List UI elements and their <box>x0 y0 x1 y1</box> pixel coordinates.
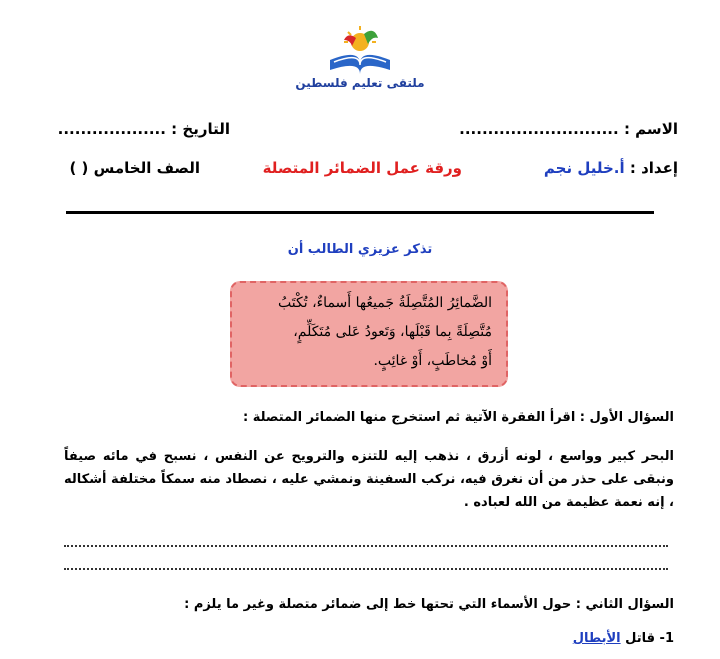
question2-item-1 <box>573 631 674 646</box>
name-dots: ............................ <box>459 120 619 138</box>
reminder-line: مُتَّصِلَةً بِما قَبْلَها، وَتَعودُ عَلى مُتَكَلِّمٍ، <box>293 324 492 340</box>
date-label: التاريخ : <box>171 120 230 138</box>
grade-field <box>69 159 200 177</box>
author-name: أ.خليل نجم <box>543 159 625 177</box>
reminder-title: تذكر عزيزي الطالب أن <box>287 242 433 257</box>
reminder-line: الضَّمائِرُ المُتَّصِلَةُ جَميعُها أَسماءٌ، تُكْتَبُ <box>278 295 492 311</box>
name-field <box>459 120 678 138</box>
header-divider <box>66 211 654 214</box>
logo-book-icon <box>290 22 430 78</box>
prepared-by <box>544 159 678 177</box>
grade-blank: ( ) <box>69 159 89 177</box>
item1-underlined-word: الأبطال <box>572 631 621 646</box>
site-logo <box>290 22 430 102</box>
reminder-box <box>230 281 508 387</box>
logo-text: ملتقى تعليم فلسطين <box>295 76 425 90</box>
reminder-line: أَوْ مُخاطَبٍ، أَوْ غائِبٍ. <box>373 353 492 369</box>
prepared-label: إعداد : <box>629 159 678 177</box>
answer-line <box>64 568 668 570</box>
sheet-title: ورقة عمل الضمائر المتصلة <box>262 159 462 177</box>
answer-line <box>64 545 668 547</box>
question1-paragraph: البحر كبير وواسع ، لونه أزرق ، نذهب إليه للتنزه والترويح عن النفس ، نسبح في مائه صيفاً ونبقى على حذر من أن نغرق فيه، نركب السفينة ونمشي عليه ، نصطاد منه سمكاً مختلفة أشكاله ، إنه نعمة عظيمة من الله لعباده . <box>64 449 674 510</box>
grade-label: الصف الخامس <box>93 159 200 177</box>
date-field <box>58 120 230 138</box>
question2-prompt: السؤال الثاني : حول الأسماء التي تحتها خط إلى ضمائر متصلة وغير ما يلزم : <box>184 597 674 612</box>
name-label: الاسم : <box>623 120 678 138</box>
date-dots: ................... <box>57 120 166 138</box>
item1-prefix: 1- قاتل <box>625 631 674 646</box>
question1-prompt: السؤال الأول : اقرأ الفقرة الآتية ثم استخرج منها الضمائر المتصلة : <box>243 410 674 425</box>
